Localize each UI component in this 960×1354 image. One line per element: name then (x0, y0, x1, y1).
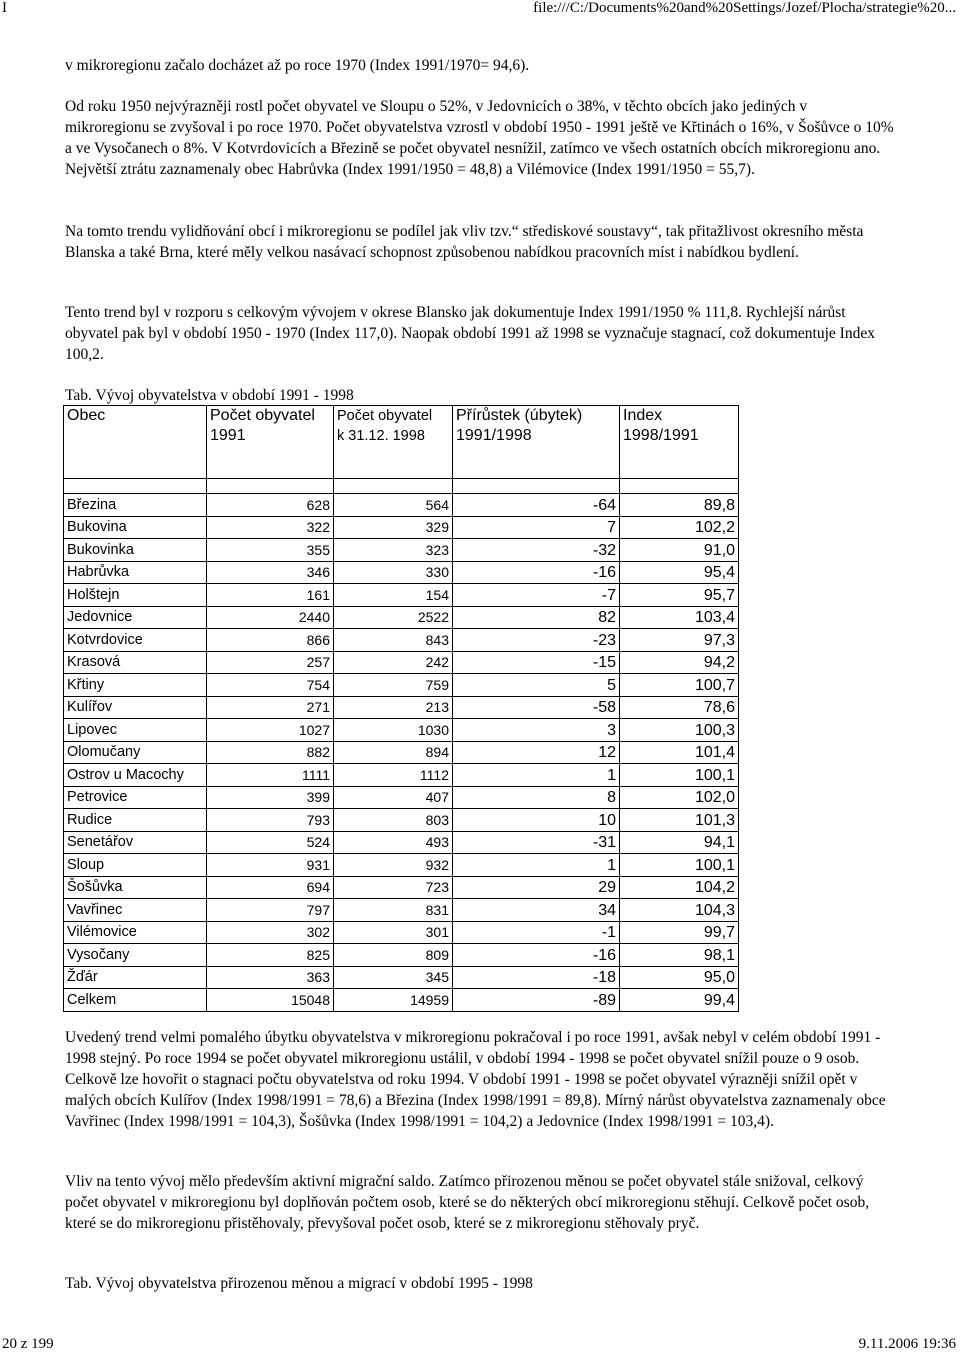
cell-index: 89,8 (620, 494, 739, 517)
cell-pop-1991: 931 (207, 854, 334, 877)
cell-pop-1998: 301 (334, 921, 453, 944)
table-row (64, 876, 739, 899)
cell-obec: Vavřinec (64, 899, 207, 922)
header-pop-1991-line1: Počet obyvatel (210, 407, 315, 424)
cell-change: 1 (453, 854, 620, 877)
cell-change: -89 (453, 989, 620, 1012)
table-row (64, 516, 739, 539)
table-caption: Tab. Vývoj obyvatelstva v období 1991 - 1998 (65, 387, 354, 404)
cell-pop-1998: 759 (334, 674, 453, 697)
header-obec (64, 406, 207, 479)
header-pop-1998-line2: k 31.12. 1998 (337, 428, 425, 444)
cell-pop-1991: 825 (207, 944, 334, 967)
cell-pop-1998: 803 (334, 809, 453, 832)
table-row (64, 674, 739, 697)
cell-index: 101,3 (620, 809, 739, 832)
cell-pop-1998: 213 (334, 696, 453, 719)
header-index (620, 406, 739, 479)
cell-index: 99,7 (620, 921, 739, 944)
cell-change: -15 (453, 651, 620, 674)
cell-change: -64 (453, 494, 620, 517)
footer-datetime: 9.11.2006 19:36 (858, 1336, 956, 1352)
cell-obec: Bukovinka (64, 539, 207, 562)
cell-pop-1998: 932 (334, 854, 453, 877)
cell-pop-1998: 329 (334, 516, 453, 539)
cell-index: 101,4 (620, 741, 739, 764)
cell-pop-1998: 154 (334, 584, 453, 607)
header-change-line1: Přírůstek (úbytek) (456, 407, 583, 424)
cell-obec: Jedovnice (64, 606, 207, 629)
cell-index: 98,1 (620, 944, 739, 967)
cell-pop-1991: 363 (207, 966, 334, 989)
cell-change: -1 (453, 921, 620, 944)
table-row (64, 561, 739, 584)
cell-pop-1998: 323 (334, 539, 453, 562)
table-header-row (64, 406, 739, 479)
cell-change: -16 (453, 944, 620, 967)
header-left-marker: I (2, 0, 7, 16)
cell-obec: Lipovec (64, 719, 207, 742)
cell-index: 91,0 (620, 539, 739, 562)
paragraph-6: Vliv na tento vývoj mělo především aktivní migrační saldo. Zatímco přirozenou měnou se počet obyvatel stále snižoval, celkový počet obyvatel v mikroregionu byl doplňován počtem osob, které se do některých obcí mikroregionu stěhují. Celkově počet osob, které se do mikroregionu přistěhovaly, převyšoval počet osob, které se z mikroregionu stěhovaly pryč. (65, 1173, 870, 1232)
cell-change: 7 (453, 516, 620, 539)
cell-pop-1998: 894 (334, 741, 453, 764)
cell-pop-1991: 322 (207, 516, 334, 539)
cell-obec: Kotvrdovice (64, 629, 207, 652)
table-row (64, 651, 739, 674)
cell-index: 100,7 (620, 674, 739, 697)
header-obec-label: Obec (67, 407, 106, 424)
cell-pop-1991: 1111 (207, 764, 334, 787)
paragraph-1: v mikroregionu začalo docházet až po roce 1970 (Index 1991/1970= 94,6). (65, 57, 530, 74)
cell-pop-1991: 866 (207, 629, 334, 652)
cell-index: 94,2 (620, 651, 739, 674)
cell-pop-1991: 346 (207, 561, 334, 584)
cell-index: 94,1 (620, 831, 739, 854)
paragraph-2: Od roku 1950 nejvýrazněji rostl počet obyvatel ve Sloupu o 52%, v Jedovnicích o 38%, v těchto obcích jako jediných v mikroregionu se zvyšoval i po roce 1970. Počet obyvatelstva vzrostl v období 1950 - 1991 ještě ve Křtinách o 16%, v Šošůvce o 10% a ve Vysočanech o 8%. V Kotvrdovicích a Březině se počet obyvatel nesnížil, zatímco ve všech ostatních obcích mikroregionu ano. Největší ztrátu zaznamenaly obec Habrůvka (Index 1991/1950 = 48,8) a Vilémovice (Index 1991/1950 = 55,7). (65, 98, 894, 178)
paragraph-5: Uvedený trend velmi pomalého úbytku obyvatelstva v mikroregionu pokračoval i po roce 1991, avšak nebyl v celém období 1991 - 1998 stejný. Po roce 1994 se počet obyvatel mikroregionu ustálil, v období 1994 - 1998 se počet obyvatel snížil pouze o 9 osob. Celkově lze hovořit o stagnaci počtu obyvatelstva od roku 1994. V období 1991 - 1998 se počet obyvatel výrazněji snížil opět v malých obcích Kulířov (Index 1998/1991 = 78,6) a Březina (Index 1998/1991 = 89,8). Mírný nárůst obyvatelstva zaznamenaly obce Vavřinec (Index 1998/1991 = 104,3), Šošůvka (Index 1998/1991 = 104,2) a Jedovnice (Index 1998/1991 = 103,4). (65, 1029, 886, 1130)
cell-pop-1991: 882 (207, 741, 334, 764)
table-row (64, 629, 739, 652)
cell-pop-1998: 14959 (334, 989, 453, 1012)
cell-pop-1998: 493 (334, 831, 453, 854)
cell-change: 34 (453, 899, 620, 922)
cell-pop-1991: 628 (207, 494, 334, 517)
cell-change: 12 (453, 741, 620, 764)
header-index-line2: 1998/1991 (623, 427, 699, 444)
table-row (64, 809, 739, 832)
cell-pop-1998: 843 (334, 629, 453, 652)
table-body (64, 479, 739, 1012)
table-row (64, 741, 739, 764)
cell-index: 97,3 (620, 629, 739, 652)
cell-pop-1998: 407 (334, 786, 453, 809)
header-pop-1991-line2: 1991 (210, 427, 246, 444)
cell-change: -18 (453, 966, 620, 989)
cell-change: 1 (453, 764, 620, 787)
cell-index: 102,0 (620, 786, 739, 809)
spacer-cell (207, 479, 334, 494)
cell-obec: Březina (64, 494, 207, 517)
cell-index: 100,3 (620, 719, 739, 742)
table-row (64, 719, 739, 742)
cell-obec: Habrůvka (64, 561, 207, 584)
cell-obec: Křtiny (64, 674, 207, 697)
cell-pop-1991: 257 (207, 651, 334, 674)
header-change-line2: 1991/1998 (456, 427, 532, 444)
cell-pop-1991: 399 (207, 786, 334, 809)
cell-obec: Petrovice (64, 786, 207, 809)
spacer-cell (620, 479, 739, 494)
cell-pop-1998: 242 (334, 651, 453, 674)
cell-obec: Sloup (64, 854, 207, 877)
table-row (64, 989, 739, 1012)
cell-index: 100,1 (620, 854, 739, 877)
cell-index: 102,2 (620, 516, 739, 539)
cell-obec: Holštejn (64, 584, 207, 607)
cell-pop-1998: 2522 (334, 606, 453, 629)
cell-obec: Šošůvka (64, 876, 207, 899)
cell-pop-1991: 754 (207, 674, 334, 697)
cell-pop-1991: 2440 (207, 606, 334, 629)
table-row (64, 764, 739, 787)
population-table (63, 405, 739, 1012)
cell-pop-1998: 1030 (334, 719, 453, 742)
cell-obec: Rudice (64, 809, 207, 832)
cell-index: 103,4 (620, 606, 739, 629)
header-pop-1998-line1: Počet obyvatel (337, 408, 433, 424)
table-row (64, 539, 739, 562)
table-row (64, 944, 739, 967)
table-row (64, 696, 739, 719)
cell-obec: Senetářov (64, 831, 207, 854)
spacer-cell (64, 479, 207, 494)
cell-change: -31 (453, 831, 620, 854)
cell-pop-1991: 524 (207, 831, 334, 854)
cell-change: 8 (453, 786, 620, 809)
table-row (64, 921, 739, 944)
cell-obec: Olomučany (64, 741, 207, 764)
header-file-url: file:///C:/Documents%20and%20Settings/Jozef/Plocha/strategie%20... (533, 0, 956, 16)
table-spacer-row (64, 479, 739, 494)
cell-obec: Bukovina (64, 516, 207, 539)
table-row (64, 786, 739, 809)
cell-pop-1991: 161 (207, 584, 334, 607)
cell-obec: Celkem (64, 989, 207, 1012)
cell-obec: Žďár (64, 966, 207, 989)
cell-index: 99,4 (620, 989, 739, 1012)
header-pop-1991 (207, 406, 334, 479)
cell-index: 78,6 (620, 696, 739, 719)
header-index-line1: Index (623, 407, 663, 424)
cell-pop-1991: 271 (207, 696, 334, 719)
table-row (64, 494, 739, 517)
cell-index: 95,7 (620, 584, 739, 607)
cell-obec: Ostrov u Macochy (64, 764, 207, 787)
table-caption-2: Tab. Vývoj obyvatelstva přirozenou měnou a migrací v období 1995 - 1998 (65, 1275, 533, 1292)
cell-change: -23 (453, 629, 620, 652)
header-change (453, 406, 620, 479)
cell-change: 5 (453, 674, 620, 697)
cell-pop-1998: 809 (334, 944, 453, 967)
cell-pop-1991: 1027 (207, 719, 334, 742)
cell-pop-1991: 793 (207, 809, 334, 832)
header-pop-1998 (334, 406, 453, 479)
cell-pop-1998: 1112 (334, 764, 453, 787)
cell-obec: Krasová (64, 651, 207, 674)
spacer-cell (334, 479, 453, 494)
cell-index: 104,3 (620, 899, 739, 922)
cell-pop-1998: 564 (334, 494, 453, 517)
cell-pop-1991: 355 (207, 539, 334, 562)
cell-change: -7 (453, 584, 620, 607)
cell-obec: Vysočany (64, 944, 207, 967)
cell-pop-1998: 330 (334, 561, 453, 584)
cell-change: 3 (453, 719, 620, 742)
cell-obec: Kulířov (64, 696, 207, 719)
spacer-cell (453, 479, 620, 494)
table-row (64, 606, 739, 629)
cell-pop-1991: 15048 (207, 989, 334, 1012)
cell-change: -58 (453, 696, 620, 719)
cell-change: 29 (453, 876, 620, 899)
cell-pop-1998: 723 (334, 876, 453, 899)
table-row (64, 854, 739, 877)
cell-index: 100,1 (620, 764, 739, 787)
table-row (64, 899, 739, 922)
table-row (64, 584, 739, 607)
table-row (64, 966, 739, 989)
cell-pop-1991: 797 (207, 899, 334, 922)
footer-page-number: 20 z 199 (2, 1336, 54, 1352)
cell-change: 82 (453, 606, 620, 629)
cell-change: 10 (453, 809, 620, 832)
cell-pop-1991: 302 (207, 921, 334, 944)
cell-change: -16 (453, 561, 620, 584)
cell-obec: Vilémovice (64, 921, 207, 944)
cell-pop-1998: 831 (334, 899, 453, 922)
cell-pop-1991: 694 (207, 876, 334, 899)
cell-pop-1998: 345 (334, 966, 453, 989)
cell-change: -32 (453, 539, 620, 562)
cell-index: 95,0 (620, 966, 739, 989)
paragraph-4: Tento trend byl v rozporu s celkovým vývojem v okrese Blansko jak dokumentuje Index 1991/1950 % 111,8. Rychlejší nárůst obyvatel pak byl v období 1950 - 1970 (Index 117,0). Naopak období 1991 až 1998 se vyznačuje stagnací, což dokumentuje Index 100,2. (65, 304, 875, 363)
cell-index: 95,4 (620, 561, 739, 584)
cell-index: 104,2 (620, 876, 739, 899)
paragraph-3: Na tomto trendu vylidňování obcí i mikroregionu se podílel jak vliv tzv.“ střediskové soustavy“, tak přitažlivost okresního města Blanska a také Brna, které měly velkou nasávací schopnost způsobenou nabídkou pracovních míst i nabídkou bydlení. (65, 223, 864, 261)
table-row (64, 831, 739, 854)
